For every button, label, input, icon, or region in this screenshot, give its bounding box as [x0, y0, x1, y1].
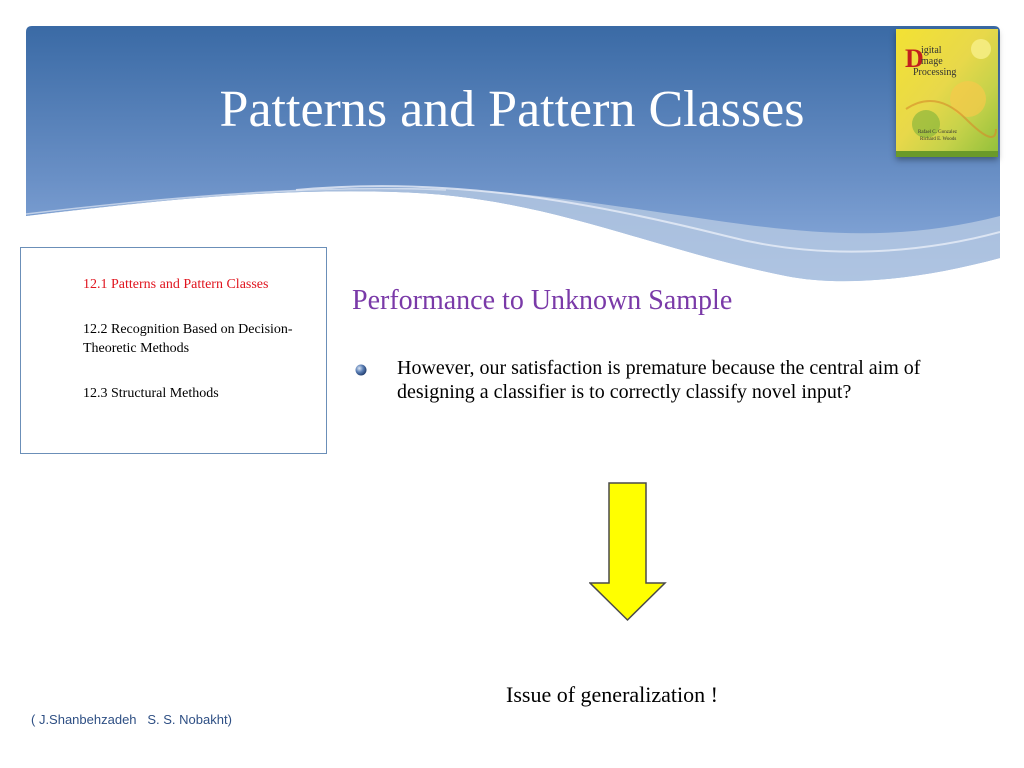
book-author-2: Richard E. Woods — [920, 137, 957, 142]
sphere-bullet-icon — [355, 363, 367, 375]
book-title-line-3: Processing — [913, 67, 957, 78]
toc-item-12-2[interactable]: 12.2 Recognition Based on Decision-Theoretic Methods — [83, 322, 293, 356]
toc-item-12-3[interactable]: 12.3 Structural Methods — [83, 386, 219, 401]
toc-item-12-1[interactable]: 12.1 Patterns and Pattern Classes — [83, 277, 269, 292]
slide-title: Patterns and Pattern Classes — [219, 81, 805, 138]
book-title-line-2: mage — [921, 56, 943, 67]
footer-authors: ( J.Shanbehzadeh S. S. Nobakht) — [31, 712, 232, 727]
book-title-line-1: igital — [921, 45, 942, 56]
book-initial: D — [905, 44, 924, 73]
book-author-1: Rafael C. Gonzalez — [918, 130, 958, 135]
section-heading: Performance to Unknown Sample — [352, 285, 733, 316]
down-arrow-icon — [589, 482, 667, 622]
bullet-text: However, our satisfaction is premature because the central aim of designing a classifier is to correctly classify novel input? — [397, 357, 921, 403]
book-cover-image — [896, 29, 998, 157]
conclusion-text: Issue of generalization ! — [506, 682, 718, 707]
toc-panel — [20, 247, 327, 454]
